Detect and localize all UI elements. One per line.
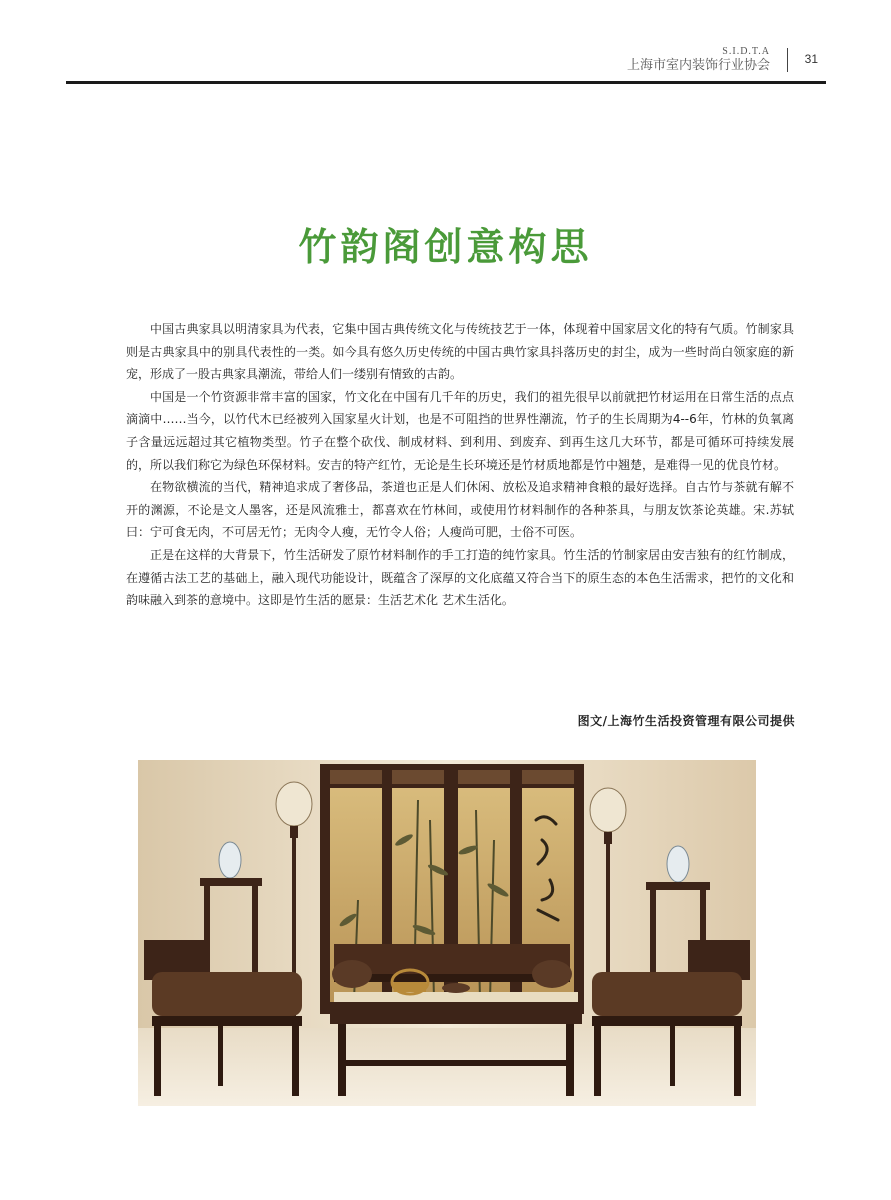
header-rule — [66, 81, 826, 84]
association-label — [627, 46, 770, 74]
paragraph: 中国是一个竹资源非常丰富的国家，竹文化在中国有几千年的历史，我们的祖先很早以前就把竹材运用在日常生活的点点滴滴中……当今，以竹代木已经被列入国家星火计划，也是不可阻挡的世界性潮流，竹子的生长周期为4--6年，竹林的负氧离子含量远远超过其它植物类型。竹子在整个砍伐、制成材料、到利用、到废弃、到再生这几大环节，都是可循环可持续发展的，所以我们称它为绿色环保材料。安吉的特产红竹，无论是生长环境还是竹材质地都是竹中翘楚，是难得一见的优良竹材。 — [126, 389, 794, 472]
photo-credit: 图文/上海竹生活投资管理有限公司提供 — [577, 714, 795, 728]
article-title: 竹韵阁创意构思 — [298, 224, 593, 269]
paragraph: 正是在这样的大背景下，竹生活研发了原竹材料制作的手工打造的纯竹家具。竹生活的竹制家居由安吉独有的红竹制成，在遵循古法工艺的基础上，融入现代功能设计，既蕴含了深厚的文化底蕴又符合当下的原生态的本色生活需求，把竹的文化和韵味融入到茶的意境中。这即是竹生活的愿景：生活艺术化 艺术生活化。 — [126, 547, 794, 608]
furniture-photo — [138, 760, 756, 1106]
bamboo-furniture-illustration — [138, 760, 756, 1106]
bench — [332, 944, 572, 988]
article-body — [126, 318, 794, 612]
association-name: 上海市室内装饰行业协会 — [626, 58, 770, 73]
header-divider — [787, 48, 788, 72]
paragraph: 中国古典家具以明清家具为代表，它集中国古典传统文化与传统技艺于一体，体现着中国家居文化的特有气质。竹制家具则是古典家具中的别具代表性的一类。如今具有悠久历史传统的中国古典竹家具抖落历史的封尘，成为一些时尚白领家庭的新宠，形成了一股古典家具潮流，带给人们一缕别有情致的古韵。 — [126, 322, 794, 382]
paragraph: 在物欲横流的当代，精神追求成了奢侈品，茶道也正是人们休闲、放松及追求精神食粮的最好选择。自古竹与茶就有解不开的渊源，不论是文人墨客，还是风流雅士，都喜欢在竹林间，或使用竹材料制作的各种茶具，与朋友饮茶论英雄。宋.苏轼曰：宁可食无肉，不可居无竹；无肉令人瘦，无竹令人俗；人瘦尚可肥，士俗不可医。 — [126, 480, 794, 540]
page-number: 31 — [804, 52, 818, 66]
page-header — [66, 40, 826, 86]
association-abbreviation: S.I.D.T.A — [722, 46, 770, 57]
